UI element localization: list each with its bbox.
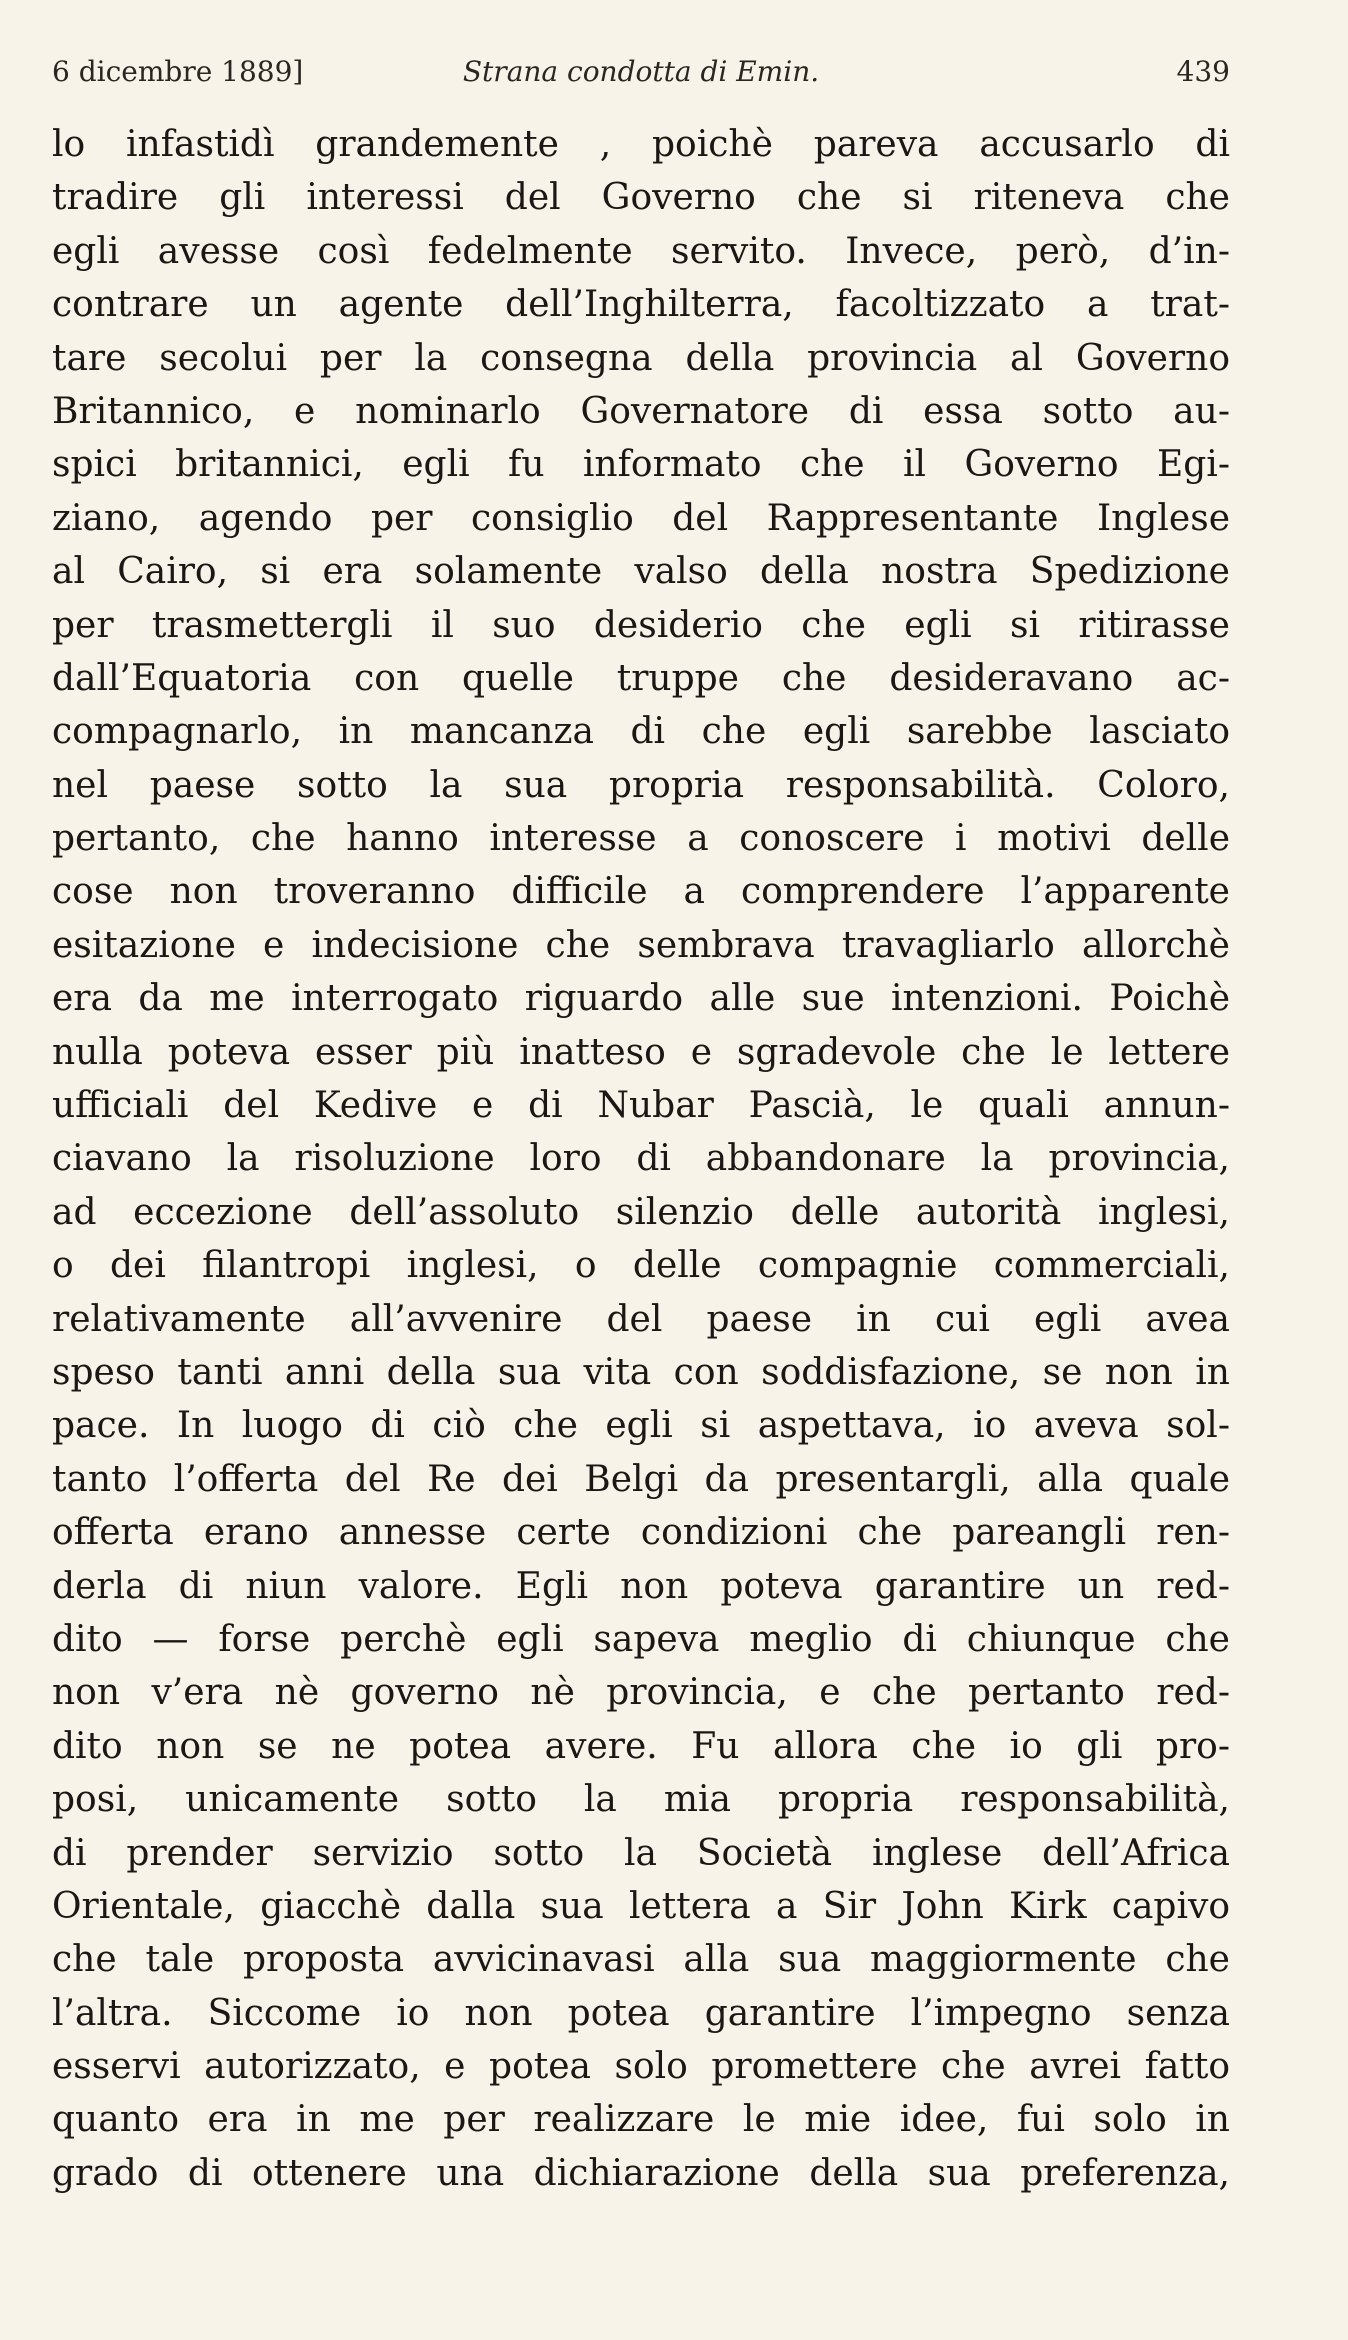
text-line: contrare un agente dell’Inghilterra, facoltizzato a trat- [52,284,1230,326]
running-head [52,48,1230,96]
text-line: relativamente all’avvenire del paese in cui egli avea [52,1298,1230,1340]
text-line: esitazione e indecisione che sembrava travagliarlo allorchè [52,924,1230,966]
text-line: Britannico, e nominarlo Governatore di essa sotto au- [52,390,1230,432]
text-line: esservi autorizzato, e potea solo promettere che avrei fatto [52,2046,1230,2088]
text-line: grado di ottenere una dichiarazione della sua preferenza, [52,2152,1230,2194]
text-line: lo infastidì grandemente , poichè pareva accusarlo di [52,124,1230,165]
text-line: di prender servizio sotto la Società inglese dell’Africa [52,1832,1230,1874]
text-line: l’altra. Siccome io non potea garantire l’impegno senza [52,1992,1230,2034]
text-line: posi, unicamente sotto la mia propria responsabilità, [52,1779,1230,1821]
page-number: 439 [1176,55,1230,88]
header-date: 6 dicembre 1889] [52,55,304,88]
text-line: tanto l’offerta del Re dei Belgi da presentargli, alla quale [52,1458,1230,1500]
text-line: dito non se ne potea avere. Fu allora che io gli pro- [52,1725,1230,1767]
text-line: pace. In luogo di ciò che egli si aspettava, io aveva sol- [52,1405,1230,1447]
text-line: dall’Equatoria con quelle truppe che desideravano ac- [52,657,1230,699]
text-line: nel paese sotto la sua propria responsabilità. Coloro, [52,764,1230,806]
text-line: nulla poteva esser più inatteso e sgradevole che le lettere [52,1031,1230,1073]
text-line: tare secolui per la consegna della provincia al Governo [52,337,1230,379]
text-line: al Cairo, si era solamente valso della nostra Spedizione [52,551,1230,593]
text-line: o dei filantropi inglesi, o delle compagnie commerciali, [52,1245,1230,1287]
text-line: ufficiali del Kedive e di Nubar Pascià, le quali annun- [52,1085,1230,1127]
text-line: compagnarlo, in mancanza di che egli sarebbe lasciato [52,711,1230,753]
text-line: ciavano la risoluzione loro di abbandonare la provincia, [52,1138,1230,1180]
text-line: era da me interrogato riguardo alle sue intenzioni. Poichè [52,978,1230,1020]
text-line: che tale proposta avvicinavasi alla sua maggiormente che [52,1939,1230,1981]
text-line: Orientale, giacchè dalla sua lettera a Sir John Kirk capivo [52,1885,1230,1927]
text-line: tradire gli interessi del Governo che si riteneva che [52,177,1230,219]
text-line: quanto era in me per realizzare le mie idee, fui solo in [52,2099,1230,2141]
text-line: ziano, agendo per consiglio del Rappresentante Inglese [52,497,1230,539]
text-line: speso tanti anni della sua vita con soddisfazione, se non in [52,1351,1230,1393]
text-line: egli avesse così fedelmente servito. Invece, però, d’in- [52,230,1230,272]
text-line: per trasmettergli il suo desiderio che egli si ritirasse [52,604,1230,646]
text-line: derla di niun valore. Egli non poteva garantire un red- [52,1565,1230,1607]
text-line: non v’era nè governo nè provincia, e che pertanto red- [52,1672,1230,1714]
text-line: dito — forse perchè egli sapeva meglio di chiunque che [52,1618,1230,1660]
text-line: spici britannici, egli fu informato che il Governo Egi- [52,444,1230,486]
text-line: ad eccezione dell’assoluto silenzio delle autorità inglesi, [52,1191,1230,1233]
text-line: pertanto, che hanno interesse a conoscere i motivi delle [52,818,1230,860]
header-chapter-title: Strana condotta di Emin. [462,55,820,88]
body-paragraph [52,118,1230,2200]
text-line: offerta erano annesse certe condizioni che pareangli ren- [52,1512,1230,1554]
text-line: cose non troveranno difficile a comprendere l’apparente [52,871,1230,913]
